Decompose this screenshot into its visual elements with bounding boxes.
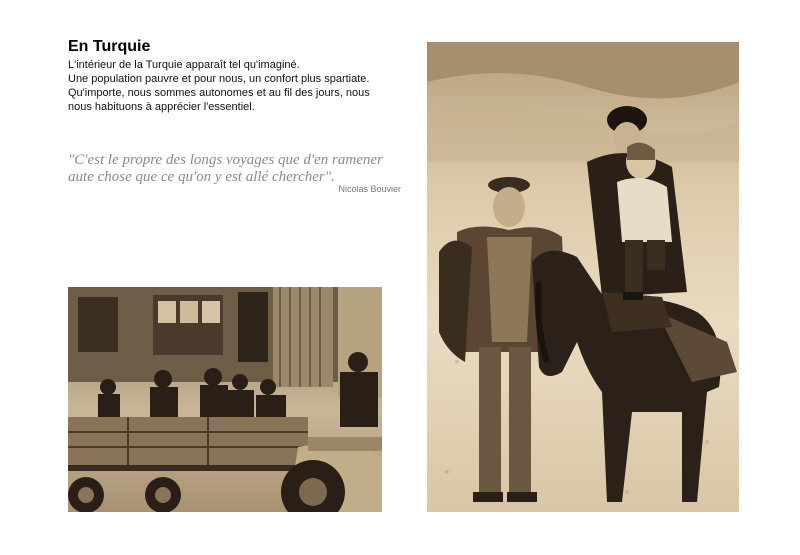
- photo-tractor-trailer: [68, 287, 382, 512]
- intro-line: L'intérieur de la Turquie apparaît tel qu'imaginé.: [68, 59, 300, 71]
- intro-line: Qu'importe, nous sommes autonomes et au fil des jours, nous: [68, 87, 370, 99]
- intro-line: nous habituons à apprécier l'essentiel.: [68, 101, 255, 113]
- tractor-trailer-image: [68, 287, 382, 512]
- page-title: En Turquie: [68, 38, 151, 55]
- quote-author: Nicolas Bouvier: [338, 184, 401, 194]
- intro-line: Une population pauvre et pour nous, un confort plus spartiate.: [68, 73, 370, 85]
- quote-line: aute chose que ce qu'on y est allé chercher".: [68, 169, 335, 185]
- quote-line: "C'est le propre des longs voyages que d'en ramener: [68, 152, 383, 168]
- photo-horse-riders: [427, 42, 739, 512]
- intro-paragraph: [68, 58, 408, 114]
- horse-riders-image: [427, 42, 739, 512]
- quote-block: [68, 152, 408, 186]
